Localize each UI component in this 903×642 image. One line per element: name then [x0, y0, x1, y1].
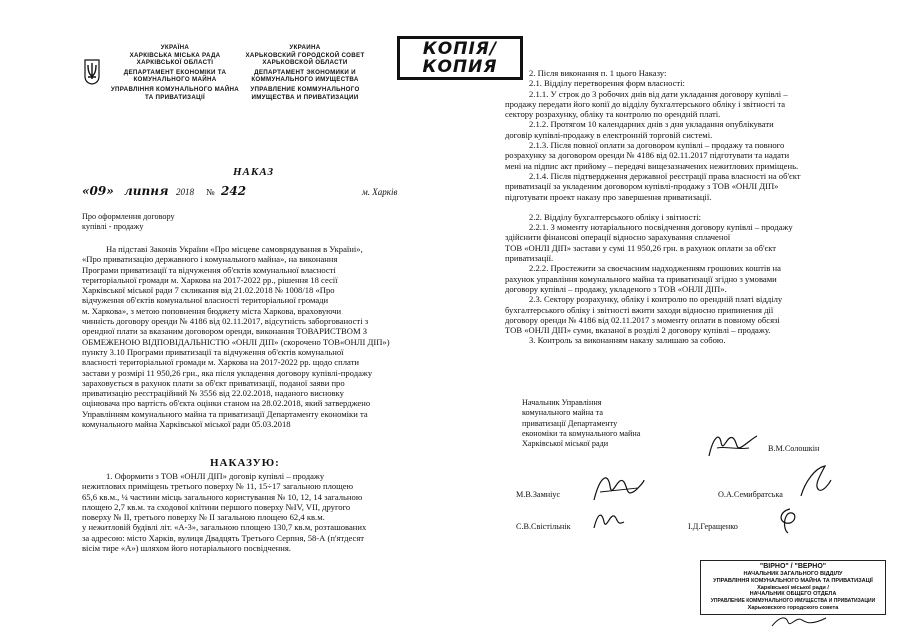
preamble-line: комунального майна Харківської міської ради 05.03.2018 [82, 419, 291, 430]
preamble-line: територіальної громади м. Харкова на 2017-2022 рр., рішення 18 сесії [82, 274, 338, 285]
preamble-line: Управлінням комунального майна та приватизації Департаменту економіки та [82, 408, 368, 419]
verified-stamp-line5: НАЧАЛЬНИК ОБЩЕГО ОТДЕЛА [749, 591, 837, 598]
item-line: договору оренди № 4186 від 02.11.2017 з моменту оплати в повному обсязі [505, 314, 780, 325]
preamble-line: На підставі Законів України «Про місцеве самоврядування в Україні», [106, 244, 363, 254]
head-handwritten-signature [705, 428, 760, 460]
left-page [0, 0, 450, 642]
item-line: підготувати проект наказу про завершення приватизації. [505, 191, 712, 202]
item-line: 2.1.2. Протягом 10 календарних днів з дня укладання опублікувати [529, 119, 774, 130]
item1-line: вісім тире «А») шляхом його нотаріального посвідчення. [82, 543, 291, 554]
item1-line: у нежитловій будівлі літ. «А-3», загальною площею 130,7 кв.м, розташованих [82, 522, 367, 533]
preamble-line: ОБМЕЖЕНОЮ ВІДПОВІДАЛЬНІСТЮ «ОНЛІ ДІП» (скорочено ТОВ«ОНЛІ ДІП») [82, 336, 390, 347]
head-title-line2: комунального майна та [522, 408, 603, 418]
order-city: м. Харків [362, 187, 398, 197]
copy-stamp-line1: КОПІЯ/ [422, 39, 498, 59]
order-number: 242 [221, 184, 247, 198]
header-left-org: ХАРКІВСЬКА МІСЬКА РАДА [129, 51, 221, 59]
item-line: 2.1.1. У строк до 3 робочих днів від дати укладання договору купівлі – [529, 88, 788, 99]
header-left-region: ХАРКІВСЬКОЇ ОБЛАСТІ [136, 59, 214, 67]
items-text [505, 68, 860, 346]
order-date-year: 2018 [176, 187, 194, 197]
order-title: НАКАЗ [233, 166, 275, 178]
verified-stamp [700, 560, 886, 615]
item-line: приватизації. [505, 253, 554, 264]
item-line: продажу передати його копії до відділу бухгалтерського обліку і звітності та [505, 98, 786, 109]
preamble-line: власності територіальної громади м. Харкова на 2017-2022 рр. щодо сплати [82, 357, 359, 368]
item-line [505, 202, 860, 212]
item-line: 2.2.1. З моменту нотаріального посвідчення договору купівлі – продажу [529, 222, 793, 233]
preamble-line: орендної плати за вказаним договором оренди, виконання ТОВАРИСТВОМ З [82, 326, 368, 337]
item-line: 2.3. Сектору розрахунку, обліку і контролю по орендній платі відділу [529, 294, 783, 305]
preamble-line: приватизацію реєстраційний № 3556 від 22.02.2018, наданого висновку [82, 388, 344, 399]
signature-gerashchenko [770, 505, 806, 535]
verified-stamp-line2: НАЧАЛЬНИК ЗАГАЛЬНОГО ВІДДІЛУ [743, 571, 843, 577]
item-line: сектору розрахунку, обліку та контролю по орендній платі. [505, 109, 721, 120]
head-title-line4: економіки та комунального майна [522, 428, 641, 438]
preamble-line: Програми приватизації та відчуження об'єктів комунальної власності [82, 264, 336, 275]
item1-text [82, 471, 422, 553]
head-name: В.М.Солошкін [768, 444, 820, 453]
verified-stamp-signature [770, 612, 830, 630]
item-line: 2.2.2. Простежити за своєчасним надходженням грошових коштів на [529, 263, 781, 274]
head-title-line3: приватизації Департаменту [522, 418, 618, 428]
item-line: договору купівлі – продажу, укладеного з ТОВ «ОНЛІ ДІП». [505, 283, 727, 294]
header-left-country: УКРАЇНА [160, 44, 190, 51]
item-line: 2.2. Відділу бухгалтерського обліку і звітності: [529, 211, 701, 222]
header-left-admin: УПРАВЛІННЯ КОМУНАЛЬНОГО МАЙНА ТА ПРИВАТИЗАЦІЇ [110, 85, 240, 101]
item-line: 2. Після виконання п. 1 цього Наказу: [529, 68, 667, 78]
signature-semybratska [795, 464, 835, 500]
header-right-org: ХАРЬКОВСКИЙ ГОРОДСКОЙ СОВЕТ [245, 51, 365, 59]
head-signature-block [522, 398, 640, 449]
order-subject-line2: купівлі - продажу [82, 222, 144, 231]
item-line: бухгалтерського обліку і звітності вжити заходи відносно припинення дії [505, 304, 774, 315]
item-line: 2.1. Відділу перетворення форм власності: [529, 78, 685, 89]
verified-stamp-line4: Харківської міської ради / [757, 584, 829, 591]
item-line: ТОВ «ОНЛІ ДІП» застави у сумі 11 950,26 грн. в рахунок оплати за об'єкт [505, 242, 777, 253]
signatory-gerashchenko: І.Д.Геращенко [688, 522, 738, 531]
trident-coat-of-arms-icon [82, 58, 102, 86]
header-left [110, 44, 240, 101]
order-date-line [82, 184, 422, 201]
item1-line: за адресою: місто Харків, вулиця Двадцять Третього Серпня, 58-А (п'ятдесят [82, 532, 365, 543]
item-line: 3. Контроль за виконанням наказу залишаю за собою. [529, 335, 726, 346]
head-title-line5: Харківської міської ради [522, 439, 609, 449]
preamble-line: оцінювача про вартість об'єкта оцінки станом на 28.02.2018, який затверджено [82, 398, 371, 409]
verified-stamp-line7: Харьковского городского совета [747, 604, 839, 611]
right-page [422, 0, 903, 642]
item1-line: 65,6 кв.м., ¼ частини місць загального користування № 10, 12, 14 загальною [82, 491, 363, 502]
verified-stamp-line3: УПРАВЛІННЯ КОМУНАЛЬНОГО МАЙНА ТА ПРИВАТИЗАЦІЇ [713, 577, 873, 584]
header-right-country: УКРАИНА [289, 44, 321, 51]
signature-zamnius [590, 470, 646, 504]
preamble-line: відчуження об'єктів комунальної власності територіальної громади [82, 295, 329, 306]
preamble-line: зараховується в рахунок плати за об'єкт приватизації, поданої заяви про [82, 377, 345, 388]
order-number-prefix: № [206, 187, 215, 197]
item-line: 2.1.4. Після підтвердження державної реєстрації права власності на об'єкт [529, 170, 801, 181]
signatory-svistilnik: С.В.Свістільнік [516, 522, 571, 531]
item1-line: 1. Оформити з ТОВ «ОНЛІ ДІП» договір купівлі – продажу [106, 471, 325, 481]
head-title-line1: Начальник Управління [522, 398, 602, 407]
preamble-line: пункту 3.10 Програми приватизації та відчуження об'єктів комунальної [82, 346, 344, 357]
preamble-line: м. Харкова», з метою поповнення бюджету міста Харкова, враховуючи [82, 305, 342, 316]
order-subject [82, 212, 175, 232]
item-line: здійснити фінансові операції відносно зарахування сплаченої [505, 232, 731, 243]
header-left-dept: ДЕПАРТАМЕНТ ЕКОНОМІКИ ТА КОМУНАЛЬНОГО МАЙНА [123, 68, 227, 84]
signatory-zamnius: М.В.Замніус [516, 490, 561, 499]
verified-stamp-line1: "ВІРНО" / "ВЕРНО" [759, 563, 827, 570]
nakazuyu-heading: НАКАЗУЮ: [210, 457, 280, 469]
signature-svistilnik [590, 508, 630, 534]
header-right-region: ХАРЬКОВСКОЙ ОБЛАСТИ [262, 59, 348, 67]
copy-stamp-line2: КОПИЯ [422, 57, 498, 77]
preamble-line: «Про приватизацію державного і комунального майна», на виконання [82, 254, 338, 265]
preamble-line: застави у розмірі 11 950,26 грн., яка після укладення договору купівлі-продажу [82, 367, 373, 378]
item-line: рахунок управління комунального майна та приватизації згідно з умовами [505, 273, 777, 284]
preamble-line: Харківської міської ради 7 скликання від 21.02.2018 № 1008/18 «Про [82, 285, 335, 296]
item1-line: площею 2,7 кв.м. та сходової клітини першого поверху №IV, VII, другого [82, 501, 351, 512]
header-right-admin: УПРАВЛЕНИЕ КОММУНАЛЬНОГО ИМУЩЕСТВА И ПРИВАТИЗАЦИИ [250, 85, 360, 101]
order-subject-line1: Про оформлення договору [82, 212, 175, 221]
preamble-text [82, 244, 422, 429]
item-line: договір купівлі-продажу в електронній торговій системі. [505, 129, 713, 140]
item-line: приватизації за укладеним договором купівлі-продажу з ТОВ «ОНЛІ ДІП» [505, 181, 779, 192]
item-line: розрахунку за договором оренди № 4186 від 02.11.2017 підготувати та надати [505, 150, 790, 161]
header-right-dept: ДЕПАРТАМЕНТ ЭКОНОМИКИ И КОММУНАЛЬНОГО ИМУЩЕСТВА [251, 68, 359, 84]
order-date-month: липня [124, 184, 169, 198]
signatory-semybratska: О.А.Семибратська [718, 490, 783, 499]
item1-line: нежитлових приміщень третього поверху № 11, 15÷17 загальною площею [82, 481, 354, 492]
item-line: ТОВ «ОНЛІ ДІП» суми, вказаної в розділі 2 договору купівлі – продажу. [505, 325, 771, 336]
item-line: 2.1.3. Після повної оплати за договором купівлі – продажу та повного [529, 140, 785, 151]
order-date-day: «09» [82, 184, 114, 198]
item-line: мені на підпис акт прийому – передачі вищезазначених нежитлових приміщень. [505, 160, 799, 171]
item1-line: поверху № II, третього поверху № II загальною площею 62,4 кв.м. [82, 512, 325, 523]
preamble-line: чинність договору оренди № 4186 від 02.11.2017, відсутність заборгованості з [82, 316, 369, 327]
verified-stamp-line6: УПРАВЛЕНИЕ КОММУНАЛЬНОГО ИМУЩЕСТВА И ПРИВАТИЗАЦИИ [710, 598, 876, 605]
header-right [240, 44, 370, 101]
